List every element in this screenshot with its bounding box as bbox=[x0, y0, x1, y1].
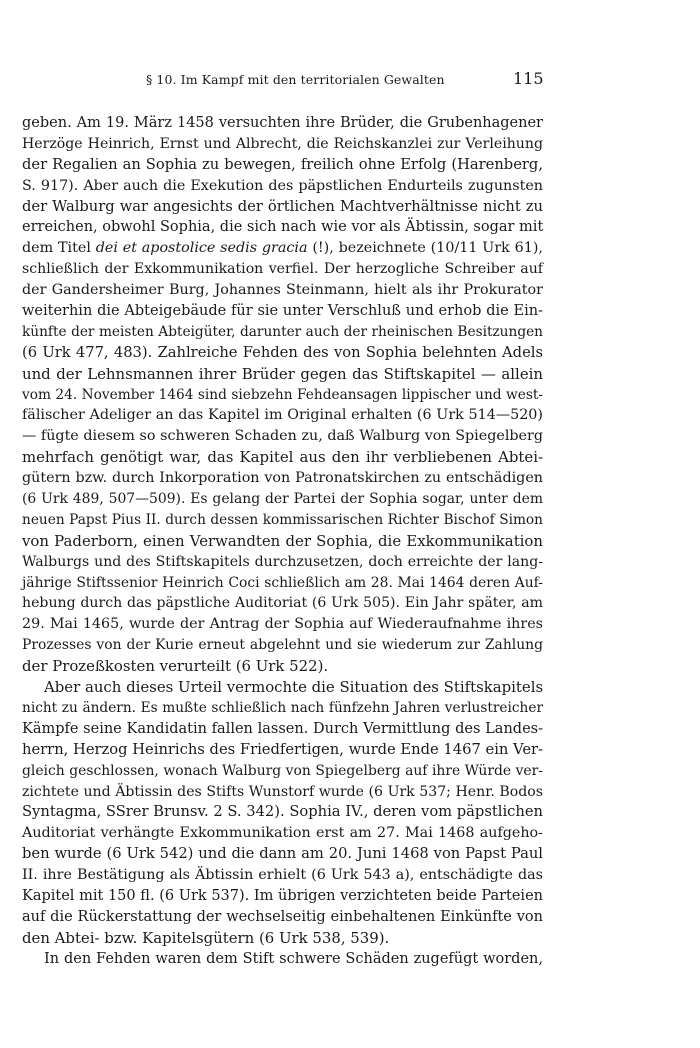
text-line: Prozesses von der Kurie erneut abgelehnt und sie wiederum zur Zahlung bbox=[22, 637, 543, 654]
paragraph-first-line: Aber auch dieses Urteil vermochte die Situation des Stiftskapitels bbox=[44, 678, 544, 697]
text-line: (6 Urk 489, 507—509). Es gelang der Partei der Sophia sogar, unter dem bbox=[22, 491, 543, 508]
body-text bbox=[22, 113, 543, 970]
text-line: Kämpfe seine Kandidatin fallen lassen. Durch Vermittlung des Landes- bbox=[22, 720, 543, 737]
text-line: zichtete und Äbtissin des Stifts Wunstorf wurde (6 Urk 537; Henr. Bodos bbox=[22, 783, 543, 800]
text-line: neuen Papst Pius II. durch dessen kommissarischen Richter Bischof Simon bbox=[22, 511, 543, 528]
text-line: 29. Mai 1465, wurde der Antrag der Sophia auf Wiederaufnahme ihres bbox=[22, 616, 543, 633]
text-line: Syntagma, SSrer Brunsv. 2 S. 342). Sophia IV., deren vom päpstlichen bbox=[22, 803, 543, 821]
paragraph-last-line: den Abtei- bzw. Kapitelsgütern (6 Urk 538, 539). bbox=[22, 928, 390, 947]
text-line: auf die Rückerstattung der wechselseitig einbehaltenen Einkünfte von bbox=[22, 908, 543, 925]
text-line: weiterhin die Abteigebäude für sie unter Verschluß und erhob die Ein- bbox=[22, 303, 543, 320]
text-line: hebung durch das päpstliche Auditoriat (6 Urk 505). Ein Jahr später, am bbox=[22, 595, 543, 612]
text-line: — fügte diesem so schweren Schaden zu, daß Walburg von Spiegelberg bbox=[22, 428, 543, 445]
text-line: Kapitel mit 150 fl. (6 Urk 537). Im übrigen verzichteten beide Parteien bbox=[22, 887, 543, 904]
page-number: 115 bbox=[513, 69, 544, 88]
text-line: Walburgs und des Stiftskapitels durchzusetzen, doch erreichte der lang- bbox=[22, 553, 543, 570]
text-line: fälischer Adeliger an das Kapitel im Original erhalten (6 Urk 514—520) bbox=[22, 407, 543, 424]
text-line: II. ihre Bestätigung als Äbtissin erhielt (6 Urk 543 a), entschädigte das bbox=[22, 867, 543, 884]
section-title: § 10. Im Kampf mit den territorialen Gewalten bbox=[146, 72, 445, 87]
text-line: erreichen, obwohl Sophia, die sich nach wie vor als Äbtissin, sogar mit bbox=[22, 219, 544, 236]
text-line: nicht zu ändern. Es mußte schließlich nach fünfzehn Jahren verlustreicher bbox=[22, 699, 543, 716]
text-line: der Walburg war angesichts der örtlichen Machtverhältnisse nicht zu bbox=[22, 197, 543, 215]
text-line: gleich geschlossen, wonach Walburg von Spiegelberg auf ihre Würde ver- bbox=[22, 762, 543, 779]
paragraph-last-line: der Prozeßkosten verurteilt (6 Urk 522). bbox=[22, 657, 329, 676]
text-line: jährige Stiftssenior Heinrich Coci schließlich am 28. Mai 1464 deren Auf- bbox=[22, 574, 543, 591]
italic-phrase: dei et apostolice sedis gracia bbox=[95, 240, 308, 257]
text-line: von Paderborn, einen Verwandten der Sophia, die Exkommunikation bbox=[22, 531, 543, 550]
text-line: (6 Urk 477, 483). Zahlreiche Fehden des von Sophia belehnten Adels bbox=[22, 343, 543, 361]
text-line: herrn, Herzog Heinrichs des Friedfertigen, wurde Ende 1467 ein Ver- bbox=[22, 740, 543, 758]
text-line: mehrfach genötigt war, das Kapitel aus den ihr verbliebenen Abtei- bbox=[22, 448, 543, 467]
text-line: gütern bzw. durch Inkorporation von Patronatskirchen zu entschädigen bbox=[22, 470, 543, 487]
text-line: Auditoriat verhängte Exkommunikation erst am 27. Mai 1468 aufgeho- bbox=[22, 825, 543, 842]
text-line: der Regalien an Sophia zu bewegen, freilich ohne Erfolg (Harenberg, bbox=[22, 155, 543, 173]
text-line: ben wurde (6 Urk 542) und die dann am 20. Juni 1468 von Papst Paul bbox=[22, 845, 543, 863]
paragraph-first-line: In den Fehden waren dem Stift schwere Schäden zugefügt worden, bbox=[44, 950, 543, 967]
text-line: und der Lehnsmannen ihrer Brüder gegen das Stiftskapitel — allein bbox=[22, 364, 543, 383]
running-head bbox=[22, 69, 544, 92]
text-line-with-italic: dem Titel dei et apostolice sedis gracia (!), bezeichnete (10/11 Urk 61), bbox=[22, 240, 543, 257]
text-line: der Gandersheimer Burg, Johannes Steinmann, hielt als ihr Prokurator bbox=[22, 282, 543, 299]
text-line: künfte der meisten Abteigüter, darunter auch der rheinischen Besitzungen bbox=[22, 323, 543, 340]
text-line: Herzöge Heinrich, Ernst und Albrecht, die Reichskanzlei zur Verleihung bbox=[22, 135, 543, 152]
text-line: S. 917). Aber auch die Exekution des päpstlichen Endurteils zugunsten bbox=[22, 177, 543, 194]
text-line: geben. Am 19. März 1458 versuchten ihre Brüder, die Grubenhagener bbox=[22, 115, 543, 131]
text-line: vom 24. November 1464 sind siebzehn Fehdeansagen lippischer und west- bbox=[22, 386, 543, 403]
text-line: schließlich der Exkommunikation verfiel. Der herzogliche Schreiber auf bbox=[22, 261, 543, 278]
